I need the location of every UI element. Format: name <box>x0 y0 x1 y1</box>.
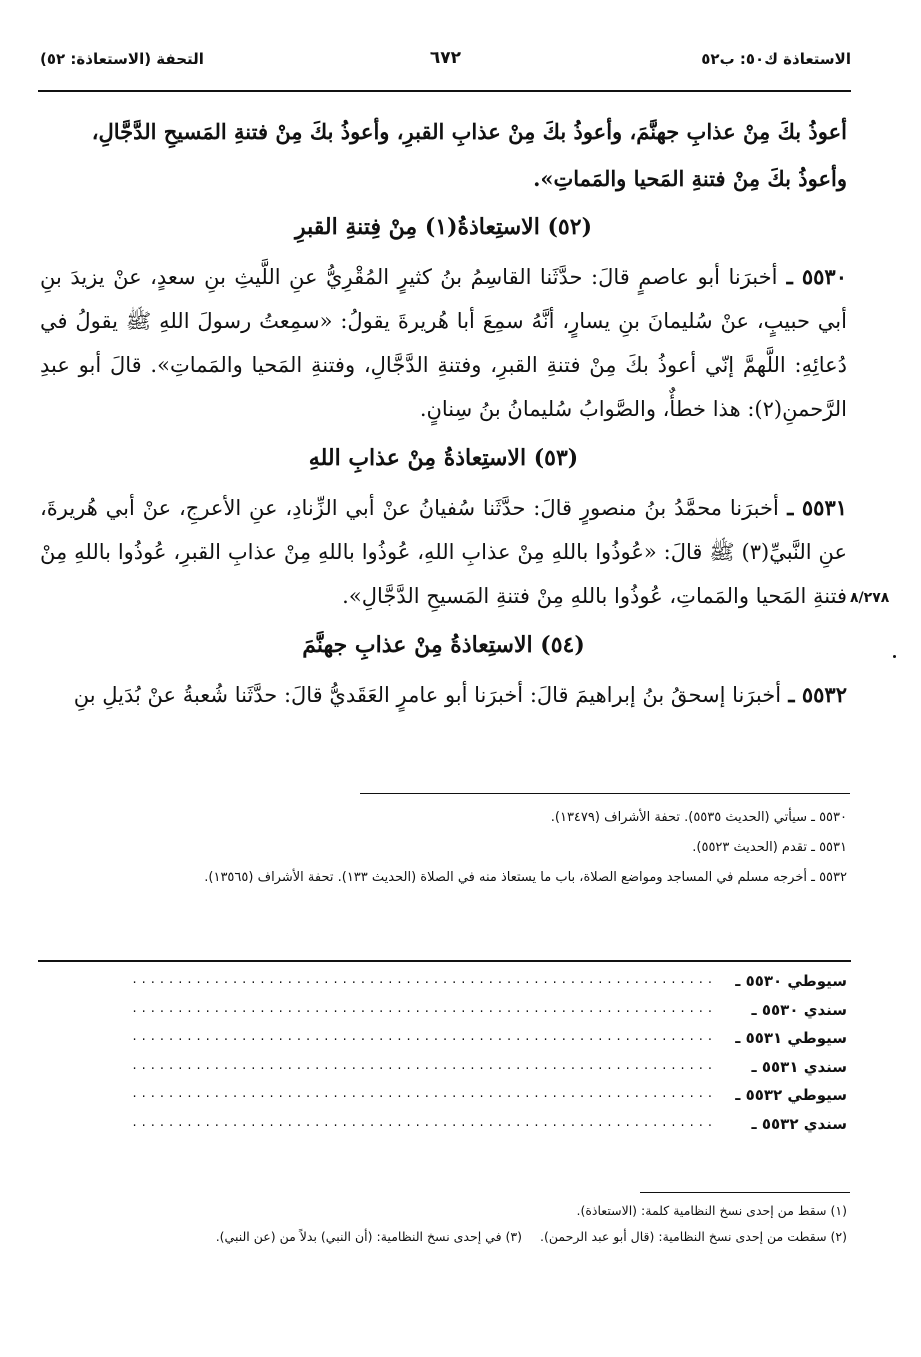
commentary-dots: ................................................................ <box>132 1029 717 1044</box>
footnote-2: (٢) سقطت من إحدى نسخ النظامية: (قال أبو عبد الرحمن). <box>540 1229 847 1244</box>
ref-5531: ٥٥٣١ ـ تقدم (الحديث ٥٥٢٣). <box>692 840 847 855</box>
intro-line-2: وأعوذُ بكَ مِنْ فتنةِ المَحيا والمَماتِ». <box>533 166 847 191</box>
hadith-5532 <box>40 673 847 717</box>
chapter-heading-52: (٥٢) الاستِعاذةُ(١) مِنْ فِتنةِ القبرِ <box>295 214 592 240</box>
hadith-text-5532: أخبرَنا إسحقُ بنُ إبراهيمَ قالَ: أخبرَنا أبو عامرٍ العَقَديُّ قالَ: حدَّثَنا شُعبةُ عنْ بُدَيلِ بنِ <box>73 683 782 707</box>
running-header <box>40 44 851 78</box>
footnote-1: (١) سقط من إحدى نسخ النظامية كلمة: (الاستعاذة). <box>576 1203 847 1218</box>
hadith-number-5531: ٥٥٣١ ـ <box>787 495 848 520</box>
commentary-dots: ................................................................ <box>132 1000 717 1016</box>
chapter-heading-53: (٥٣) الاستِعاذةُ مِنْ عذابِ اللهِ <box>308 445 579 471</box>
commentary-label: سندي ٥٥٣١ ـ <box>751 1057 847 1076</box>
commentary-dots: ................................................................ <box>132 972 717 987</box>
commentary-label: سيوطي ٥٥٣٢ ـ <box>735 1086 847 1104</box>
header-right: الاستعاذة ك٥٠: ب٥٢ <box>701 50 851 68</box>
header-left: التحفة (الاستعاذة: ٥٢) <box>40 50 204 68</box>
hadith-number-5532: ٥٥٣٢ ـ <box>788 682 847 707</box>
footnote-rule <box>640 1192 850 1193</box>
commentary-row <box>60 1029 847 1058</box>
margin-volume-ref: ٨/٢٧٨ <box>850 590 890 606</box>
commentary-label: سندي ٥٥٣٢ ـ <box>751 1114 847 1133</box>
commentary-row <box>60 1115 847 1144</box>
footnote-3: (٣) في إحدى نسخ النظامية: (أن النبي) بدلاً من (عن النبي). <box>215 1229 523 1244</box>
hadith-5531 <box>40 486 847 618</box>
commentary-dots: ................................................................ <box>132 1057 717 1073</box>
hadith-text-5531: أخبرَنا محمَّدُ بنُ منصورٍ قالَ: حدَّثَنا سُفيانُ عنْ أبي الزِّنادِ، عنِ الأعرجِ، عنْ أبي هُريرةَ، عنِ النَّبيِّ(٣) ﷺ قالَ: «عُوذُوا باللهِ مِنْ عذابِ اللهِ، عُوذُوا باللهِ مِنْ عذابِ القبرِ، عُوذُوا باللهِ مِنْ فتنةِ المَحيا والمَماتِ، عُوذُوا باللهِ مِنْ فتنةِ المَسيحِ الدَّجَّالِ». <box>40 496 848 608</box>
ref-5532: ٥٥٣٢ ـ أخرجه مسلم في المساجد ومواضع الصلاة، باب ما يستعاذ منه في الصلاة (الحديث ١٣٣). تحفة الأشراف (١٣٥٦٥). <box>204 870 847 885</box>
takhrij-references <box>44 805 847 895</box>
hadith-text-5530: أخبرَنا أبو عاصمٍ قالَ: حدَّثَنا القاسِمُ بنُ كثيرٍ المُقْرِيُّ عنِ اللَّيثِ بنِ سعدٍ، عنْ يزيدَ بنِ أبي حبيبٍ، عنْ سُليمانَ بنِ يسارٍ، أنَّهُ سمِعَ أبا هُريرةَ يقولُ: «سمِعتُ رسولَ اللهِ ﷺ يقولُ في دُعائِهِ: اللَّهمَّ إنّي أعوذُ بكَ مِنْ فتنةِ القبرِ، وفتنةِ الدَّجَّالِ، وفتنةِ المَحيا والمَماتِ». قالَ أبو عبدِ الرَّحمنِ(٢): هذا خطأٌ، والصَّوابُ سُليمانُ بنُ سِنانٍ. <box>40 265 847 421</box>
commentary-row <box>60 972 847 1001</box>
commentary-list <box>60 972 847 1143</box>
margin-mark <box>893 655 896 658</box>
footnote-row <box>44 1224 847 1250</box>
commentary-row <box>60 1058 847 1087</box>
chapter-heading-54: (٥٤) الاستِعاذةُ مِنْ عذابِ جهنَّمَ <box>302 632 585 658</box>
ref-5530: ٥٥٣٠ ـ سيأتي (الحديث ٥٥٣٥). تحفة الأشراف (١٣٤٧٩). <box>550 810 847 825</box>
commentary-rule <box>38 960 851 962</box>
page-number: ٦٧٢ <box>429 48 462 68</box>
commentary-label: سندي ٥٥٣٠ ـ <box>751 1000 847 1019</box>
hadith-number-5530: ٥٥٣٠ ـ <box>786 264 847 289</box>
commentary-row <box>60 1086 847 1115</box>
main-text <box>40 110 847 721</box>
commentary-label: سيوطي ٥٥٣٠ ـ <box>735 972 847 990</box>
hadith-5530 <box>40 255 847 431</box>
commentary-dots: ................................................................ <box>132 1114 717 1130</box>
commentary-label: سيوطي ٥٥٣١ ـ <box>735 1029 847 1047</box>
intro-line-1: أعوذُ بكَ مِنْ عذابِ جهنَّمَ، وأعوذُ بكَ مِنْ عذابِ القبرِ، وأعوذُ بكَ مِنْ فتنةِ المَسيحِ الدَّجَّالِ، <box>91 119 847 144</box>
header-rule <box>38 90 851 92</box>
commentary-dots: ................................................................ <box>132 1086 717 1101</box>
commentary-row <box>60 1001 847 1030</box>
footnotes <box>44 1198 847 1250</box>
refs-rule <box>360 793 850 794</box>
